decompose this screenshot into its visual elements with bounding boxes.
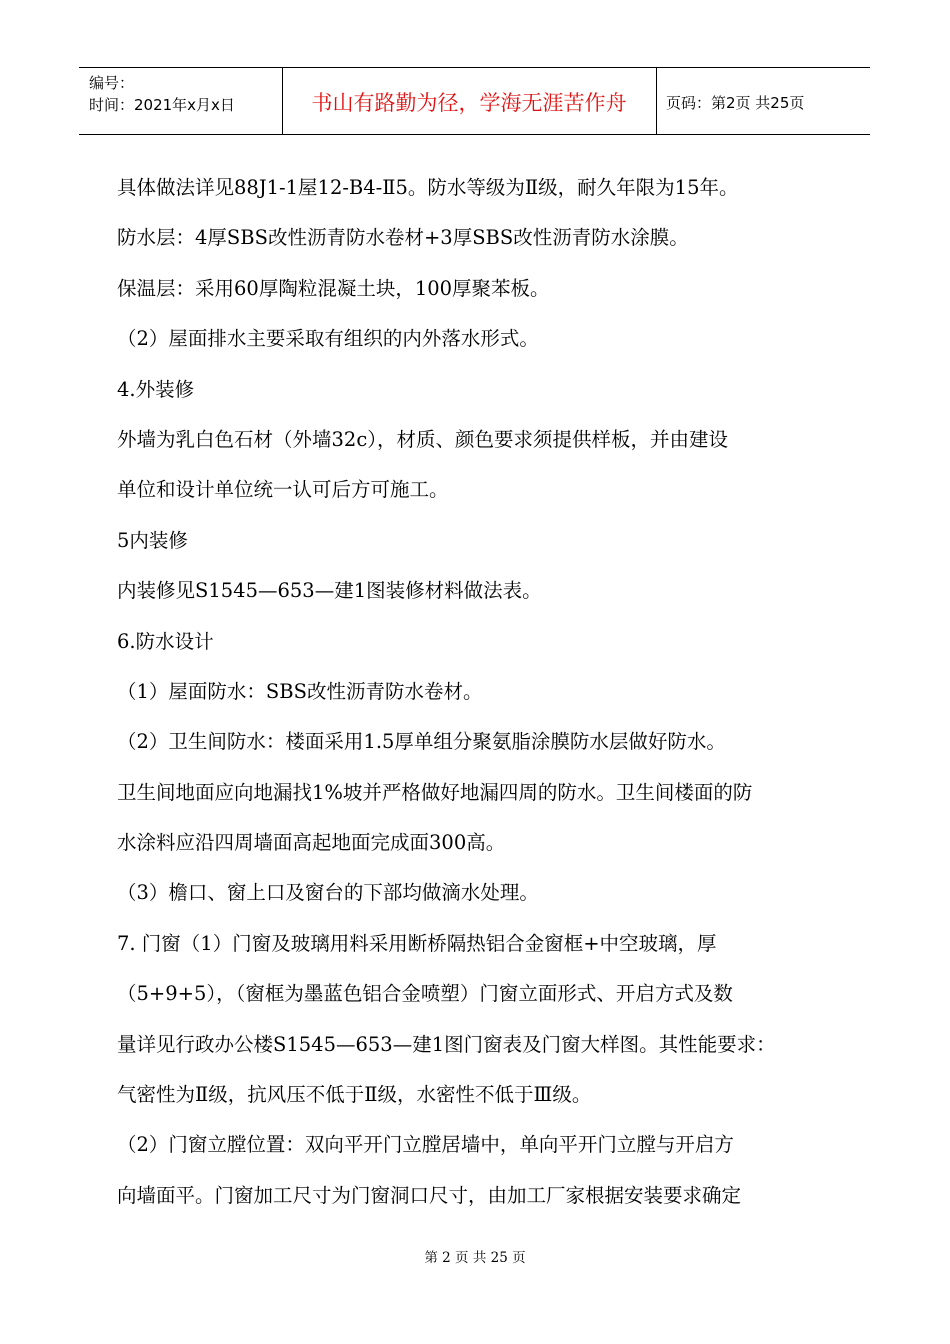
section-heading: 5内装修 (117, 528, 188, 552)
text-line: 保温层：采用60厚陶粒混凝土块，100厚聚苯板。 (117, 276, 550, 300)
section-heading: 6.防水设计 (117, 629, 214, 653)
text-line: 具体做法详见88J1-1屋12-B4-Ⅱ5。防水等级为Ⅱ级，耐久年限为15年。 (117, 176, 739, 199)
text-line: （2）屋面排水主要采取有组织的内外落水形式。 (117, 327, 539, 351)
page-footer: 第 2 页 共 25 页 (424, 1250, 526, 1266)
header-divider (656, 68, 657, 134)
text-line: （2）门窗立膛位置：双向平开门立膛居墙中，单向平开门立膛与开启方 (117, 1133, 734, 1157)
text-line: 气密性为Ⅱ级，抗风压不低于Ⅱ级，水密性不低于Ⅲ级。 (117, 1083, 592, 1107)
text-line: 量详见行政办公楼S1545—653—建1图门窗表及门窗大样图。其性能要求： (117, 1032, 776, 1056)
header-meta (89, 72, 235, 116)
text-line: （5+9+5），（窗框为墨蓝色铝合金喷塑）门窗立面形式、开启方式及数 (117, 982, 733, 1006)
text-line: 水涂料应沿四周墙面高起地面完成面300高。 (117, 831, 506, 855)
text-line: 防水层：4厚SBS改性沥青防水卷材+3厚SBS改性沥青防水涂膜。 (117, 226, 689, 250)
text-line: 单位和设计单位统一认可后方可施工。 (117, 478, 449, 502)
body-text (117, 163, 837, 1221)
text-line: 内装修见S1545—653—建1图装修材料做法表。 (117, 579, 542, 603)
date-label: 时间：2021年x月x日 (89, 96, 235, 114)
text-line: 卫生间地面应向地漏找1%坡并严格做好地漏四周的防水。卫生间楼面的防 (117, 780, 753, 804)
text-line: 外墙为乳白色石材（外墙32c），材质、颜色要求须提供样板，并由建设 (117, 427, 728, 451)
serial-label: 编号： (89, 74, 135, 92)
section-heading: 4.外装修 (117, 377, 195, 401)
text-line: 向墙面平。门窗加工尺寸为门窗洞口尺寸，由加工厂家根据安装要求确定 (117, 1183, 742, 1207)
text-line: 7. 门窗（1）门窗及玻璃用料采用断桥隔热铝合金窗框+中空玻璃，厚 (117, 931, 717, 955)
page-header (79, 67, 870, 135)
text-line: （2）卫生间防水：楼面采用1.5厚单组分聚氨脂涂膜防水层做好防水。 (117, 730, 726, 754)
header-motto: 书山有路勤为径，学海无涯苦作舟 (311, 91, 627, 115)
text-line: （1）屋面防水：SBS改性沥青防水卷材。 (117, 679, 483, 703)
text-line: （3）檐口、窗上口及窗台的下部均做滴水处理。 (117, 881, 539, 905)
header-page-info: 页码：第2页 共25页 (666, 93, 805, 112)
